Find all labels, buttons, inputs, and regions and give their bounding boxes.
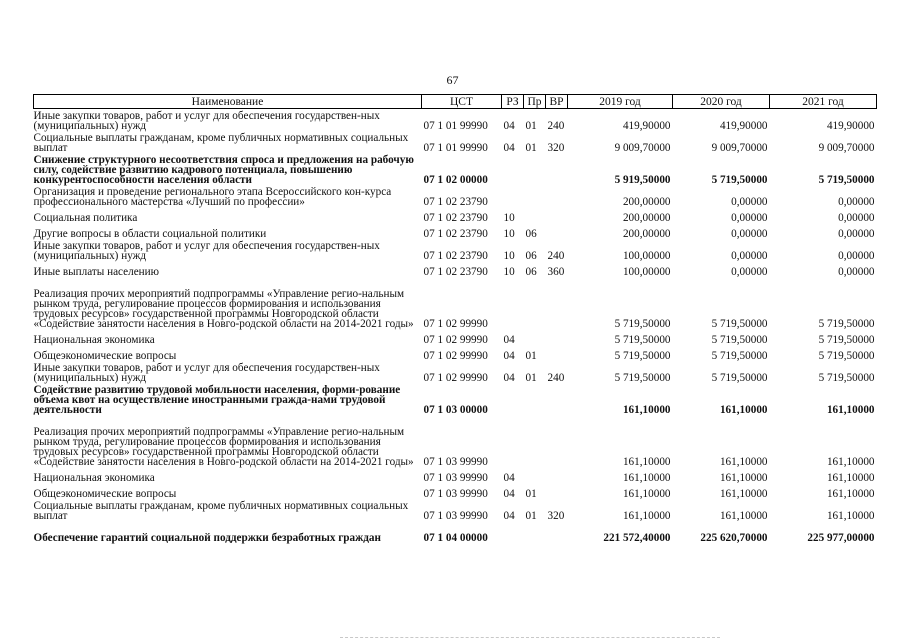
row-rz: 10 bbox=[503, 228, 515, 240]
table-row bbox=[34, 207, 877, 223]
row-vr: 240 bbox=[547, 250, 565, 262]
row-2019: 200,00000 bbox=[622, 212, 671, 224]
row-cst: 07 1 03 99990 bbox=[423, 510, 488, 522]
row-2019: 5 719,50000 bbox=[614, 350, 671, 362]
table-row bbox=[34, 223, 877, 239]
row-cst: 07 1 02 23790 bbox=[423, 250, 488, 262]
row-name: Содействие развитию трудовой мобильности населения, форми-рование объема квот на осуществление иностранными гражда-нами трудовой деятельности bbox=[33, 384, 401, 416]
row-name: Иные выплаты населению bbox=[33, 266, 159, 278]
header-vr: ВР bbox=[546, 95, 568, 109]
row-name: Снижение структурного несоответствия спроса и предложения на рабочую силу, содействие развитию кадрового потенциала, повышению конкурентоспособности населения области bbox=[33, 154, 414, 186]
row-rz bbox=[502, 415, 524, 467]
row-vr bbox=[546, 153, 568, 185]
row-vr: 320 bbox=[547, 142, 565, 154]
page-number: 67 bbox=[446, 73, 459, 87]
row-2021: 161,10000 bbox=[826, 456, 875, 468]
row-2020: 225 620,70000 bbox=[700, 532, 768, 544]
table-row bbox=[34, 261, 877, 277]
faint-footer-trace bbox=[340, 634, 720, 638]
row-vr: 360 bbox=[547, 266, 565, 278]
row-cst: 07 1 03 99990 bbox=[423, 472, 488, 484]
budget-table bbox=[33, 94, 877, 543]
row-vr bbox=[546, 207, 568, 223]
header-2020: 2020 год bbox=[673, 95, 770, 109]
row-name: Иные закупки товаров, работ и услуг для обеспечения государствен-ных (муниципальных) нужд bbox=[33, 362, 380, 384]
row-pr: 01 bbox=[525, 350, 537, 362]
row-pr bbox=[524, 521, 546, 543]
row-rz bbox=[502, 277, 524, 329]
row-2019: 5 719,50000 bbox=[614, 372, 671, 384]
row-2020: 161,10000 bbox=[719, 488, 768, 500]
row-2019: 200,00000 bbox=[622, 228, 671, 240]
table-row bbox=[34, 131, 877, 153]
table-row bbox=[34, 467, 877, 483]
row-2019: 161,10000 bbox=[622, 404, 671, 416]
table-header bbox=[34, 95, 877, 109]
row-2021: 5 719,50000 bbox=[818, 372, 875, 384]
row-2021: 161,10000 bbox=[826, 472, 875, 484]
row-cst: 07 1 03 99990 bbox=[423, 456, 488, 468]
row-pr bbox=[524, 185, 546, 207]
row-2021: 161,10000 bbox=[826, 510, 875, 522]
row-rz: 04 bbox=[503, 488, 515, 500]
row-cst: 07 1 02 99990 bbox=[423, 350, 488, 362]
row-rz: 04 bbox=[503, 510, 515, 522]
row-2021: 0,00000 bbox=[838, 196, 875, 208]
header-name: Наименование bbox=[34, 95, 422, 109]
row-cst: 07 1 03 99990 bbox=[423, 488, 488, 500]
row-vr bbox=[546, 467, 568, 483]
row-name: Общеэкономические вопросы bbox=[33, 350, 177, 362]
row-2020: 5 719,50000 bbox=[711, 350, 768, 362]
row-rz bbox=[502, 153, 524, 185]
row-2021: 225 977,00000 bbox=[807, 532, 875, 544]
row-name: Социальные выплаты гражданам, кроме публичных нормативных социальных выплат bbox=[33, 132, 409, 154]
row-rz: 04 bbox=[503, 472, 515, 484]
row-name: Иные закупки товаров, работ и услуг для обеспечения государствен-ных (муниципальных) нужд bbox=[33, 240, 380, 262]
row-cst: 07 1 02 23790 bbox=[423, 196, 488, 208]
row-rz: 04 bbox=[503, 142, 515, 154]
header-2021: 2021 год bbox=[770, 95, 877, 109]
row-vr bbox=[546, 277, 568, 329]
row-2019: 419,90000 bbox=[622, 120, 671, 132]
row-pr bbox=[524, 153, 546, 185]
row-name: Социальные выплаты гражданам, кроме публичных нормативных социальных выплат bbox=[33, 500, 409, 522]
row-2021: 0,00000 bbox=[838, 212, 875, 224]
row-cst: 07 1 03 00000 bbox=[423, 404, 488, 416]
row-name: Реализация прочих мероприятий подпрограммы «Управление регио-нальным рынком труда, регулирование процессов формирования и использования трудовых ресурсов» государственной программы Новгородской области «Содействие занятости населения в Новго-родской области на 2014-2021 годы» bbox=[33, 288, 414, 330]
row-pr: 06 bbox=[525, 228, 537, 240]
row-2019: 5 719,50000 bbox=[614, 334, 671, 346]
row-cst: 07 1 02 00000 bbox=[423, 174, 488, 186]
row-2019: 221 572,40000 bbox=[603, 532, 671, 544]
row-vr: 320 bbox=[547, 510, 565, 522]
row-2019: 9 009,70000 bbox=[614, 142, 671, 154]
row-name: Национальная экономика bbox=[33, 334, 155, 346]
row-pr: 06 bbox=[525, 250, 537, 262]
row-name: Организация и проведение регионального этапа Всероссийского кон-курса профессионального мастерства «Лучший по профессии» bbox=[33, 186, 392, 208]
row-vr: 240 bbox=[547, 372, 565, 384]
row-cst: 07 1 02 99990 bbox=[423, 334, 488, 346]
row-2019: 161,10000 bbox=[622, 456, 671, 468]
table-row bbox=[34, 185, 877, 207]
row-rz: 04 bbox=[503, 350, 515, 362]
row-pr: 01 bbox=[525, 510, 537, 522]
row-2020: 0,00000 bbox=[731, 250, 768, 262]
row-vr bbox=[546, 415, 568, 467]
row-vr bbox=[546, 185, 568, 207]
row-2021: 5 719,50000 bbox=[818, 318, 875, 330]
row-name: Иные закупки товаров, работ и услуг для обеспечения государствен-ных (муниципальных) нужд bbox=[33, 110, 380, 132]
table-row bbox=[34, 521, 877, 543]
row-name: Реализация прочих мероприятий подпрограммы «Управление регио-нальным рынком труда, регулирование процессов формирования и использования трудовых ресурсов» государственной программы Новгородской области «Содействие занятости населения в Новго-родской области на 2014-2021 годы» bbox=[33, 426, 414, 468]
header-cst: ЦСТ bbox=[422, 95, 502, 109]
row-2019: 5 919,50000 bbox=[614, 174, 671, 186]
row-name: Общеэкономические вопросы bbox=[33, 488, 177, 500]
row-2021: 161,10000 bbox=[826, 404, 875, 416]
row-2020: 5 719,50000 bbox=[711, 334, 768, 346]
row-pr: 01 bbox=[525, 142, 537, 154]
row-2019: 100,00000 bbox=[622, 266, 671, 278]
row-2020: 419,90000 bbox=[719, 120, 768, 132]
row-2021: 5 719,50000 bbox=[818, 334, 875, 346]
row-pr bbox=[524, 467, 546, 483]
row-pr bbox=[524, 207, 546, 223]
row-2019: 200,00000 bbox=[622, 196, 671, 208]
row-2020: 161,10000 bbox=[719, 456, 768, 468]
row-cst: 07 1 02 23790 bbox=[423, 228, 488, 240]
row-pr: 01 bbox=[525, 372, 537, 384]
table-row bbox=[34, 153, 877, 185]
row-rz: 04 bbox=[503, 120, 515, 132]
row-rz: 10 bbox=[503, 266, 515, 278]
row-2021: 0,00000 bbox=[838, 228, 875, 240]
row-rz: 10 bbox=[503, 250, 515, 262]
table-row bbox=[34, 239, 877, 261]
row-2019: 161,10000 bbox=[622, 510, 671, 522]
row-cst: 07 1 01 99990 bbox=[423, 142, 488, 154]
table-row bbox=[34, 483, 877, 499]
table-row bbox=[34, 361, 877, 383]
row-pr: 01 bbox=[525, 120, 537, 132]
row-vr bbox=[546, 483, 568, 499]
row-2021: 5 719,50000 bbox=[818, 174, 875, 186]
row-cst: 07 1 02 23790 bbox=[423, 266, 488, 278]
row-cst: 07 1 02 23790 bbox=[423, 212, 488, 224]
row-2021: 419,90000 bbox=[826, 120, 875, 132]
row-2021: 0,00000 bbox=[838, 250, 875, 262]
row-cst: 07 1 01 99990 bbox=[423, 120, 488, 132]
row-2021: 9 009,70000 bbox=[818, 142, 875, 154]
header-2019: 2019 год bbox=[568, 95, 673, 109]
row-2020: 0,00000 bbox=[731, 266, 768, 278]
row-2019: 161,10000 bbox=[622, 488, 671, 500]
row-2020: 9 009,70000 bbox=[711, 142, 768, 154]
row-name: Другие вопросы в области социальной политики bbox=[33, 228, 267, 240]
row-name: Национальная экономика bbox=[33, 472, 155, 484]
table-row bbox=[34, 329, 877, 345]
row-rz bbox=[502, 383, 524, 415]
row-cst: 07 1 02 99990 bbox=[423, 372, 488, 384]
row-rz: 04 bbox=[503, 334, 515, 346]
row-vr bbox=[546, 383, 568, 415]
row-pr bbox=[524, 415, 546, 467]
row-2021: 5 719,50000 bbox=[818, 350, 875, 362]
table-row bbox=[34, 383, 877, 415]
row-cst: 07 1 02 99990 bbox=[423, 318, 488, 330]
table-row bbox=[34, 277, 877, 329]
row-2020: 0,00000 bbox=[731, 212, 768, 224]
row-2019: 161,10000 bbox=[622, 472, 671, 484]
row-name: Социальная политика bbox=[33, 212, 138, 224]
row-rz: 10 bbox=[503, 212, 515, 224]
row-vr bbox=[546, 521, 568, 543]
row-vr bbox=[546, 345, 568, 361]
row-2019: 5 719,50000 bbox=[614, 318, 671, 330]
row-pr bbox=[524, 383, 546, 415]
row-2020: 161,10000 bbox=[719, 404, 768, 416]
row-pr bbox=[524, 277, 546, 329]
row-2019: 100,00000 bbox=[622, 250, 671, 262]
row-vr: 240 bbox=[547, 120, 565, 132]
table-row bbox=[34, 345, 877, 361]
row-2020: 0,00000 bbox=[731, 228, 768, 240]
row-2020: 161,10000 bbox=[719, 472, 768, 484]
table-body bbox=[34, 109, 877, 544]
row-2020: 0,00000 bbox=[731, 196, 768, 208]
row-rz bbox=[502, 521, 524, 543]
row-rz: 04 bbox=[503, 372, 515, 384]
row-vr bbox=[546, 329, 568, 345]
row-pr: 06 bbox=[525, 266, 537, 278]
row-name: Обеспечение гарантий социальной поддержки безработных граждан bbox=[33, 532, 381, 544]
header-pr: Пр bbox=[524, 95, 546, 109]
row-2020: 161,10000 bbox=[719, 510, 768, 522]
row-vr bbox=[546, 223, 568, 239]
row-rz bbox=[502, 185, 524, 207]
row-2020: 5 719,50000 bbox=[711, 318, 768, 330]
table-row bbox=[34, 415, 877, 467]
row-2020: 5 719,50000 bbox=[711, 174, 768, 186]
header-rz: РЗ bbox=[502, 95, 524, 109]
table-row bbox=[34, 109, 877, 132]
row-2021: 161,10000 bbox=[826, 488, 875, 500]
row-pr bbox=[524, 329, 546, 345]
row-2020: 5 719,50000 bbox=[711, 372, 768, 384]
row-2021: 0,00000 bbox=[838, 266, 875, 278]
table-row bbox=[34, 499, 877, 521]
row-cst: 07 1 04 00000 bbox=[423, 532, 488, 544]
row-pr: 01 bbox=[525, 488, 537, 500]
